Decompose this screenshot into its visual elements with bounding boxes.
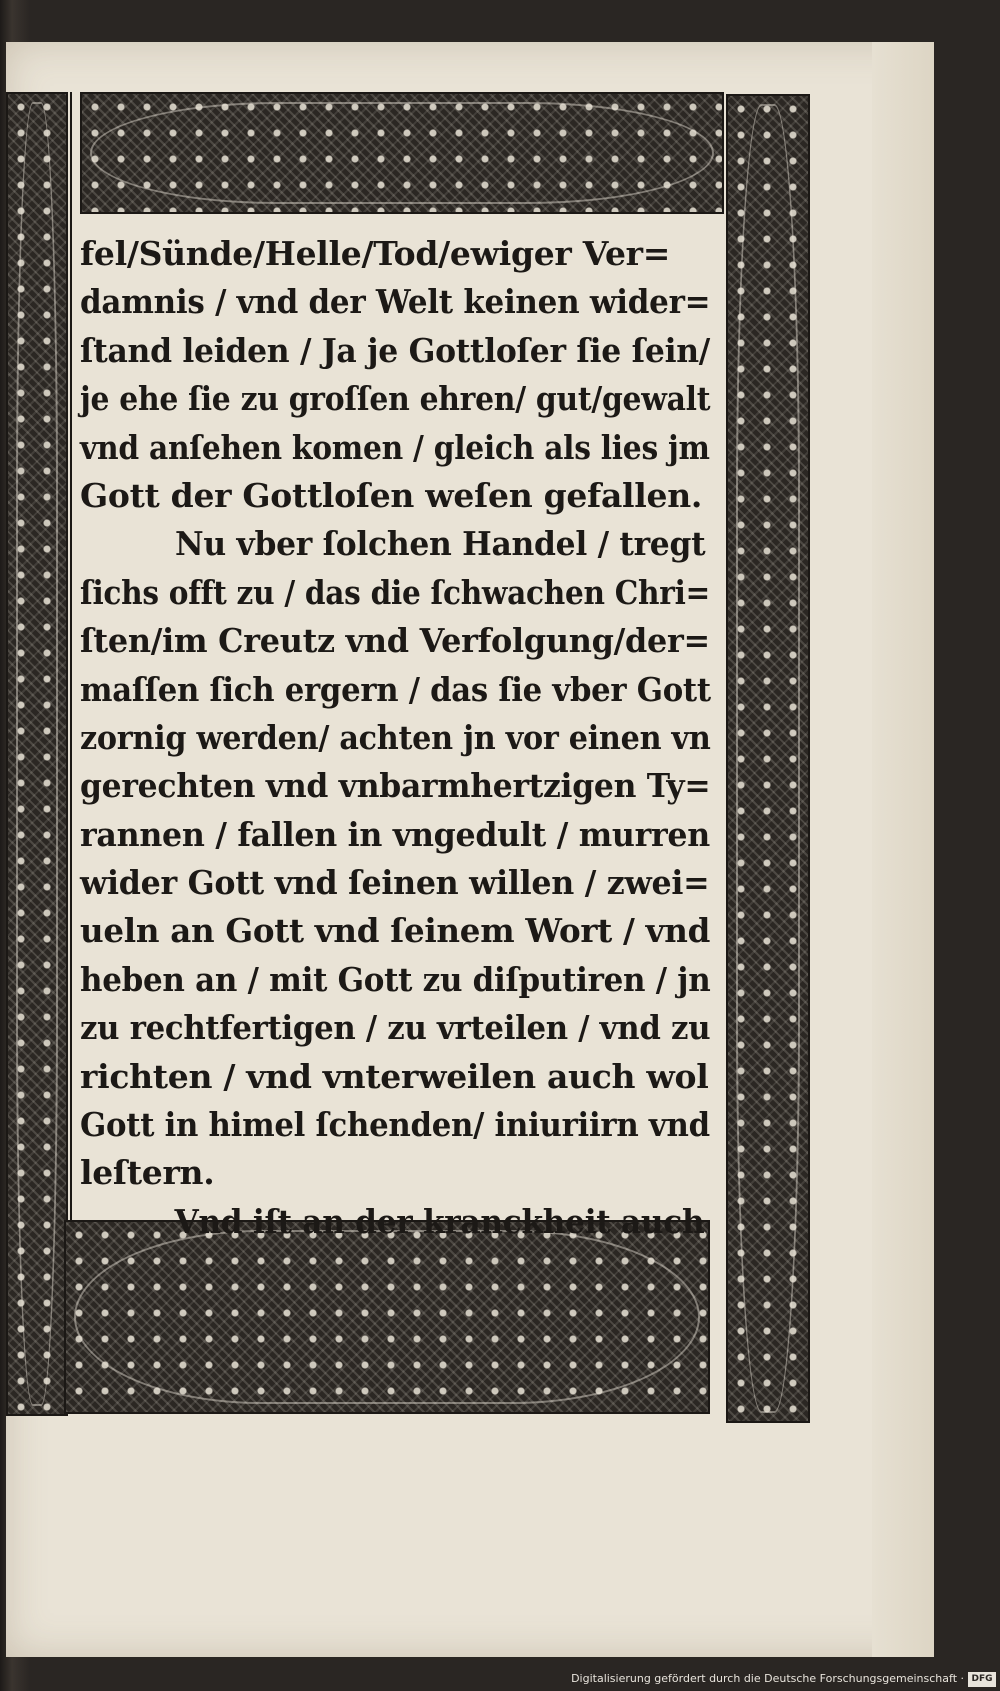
text-line: leſtern.	[80, 1153, 215, 1193]
frame-rule	[70, 92, 72, 1412]
text-line: rannen / fallen in vngedult / murren	[80, 814, 710, 854]
text-line: zornig werden/ achten jn vor einen vn	[80, 717, 711, 757]
text-line: heben an / mit Gott zu diſputiren / jn	[80, 959, 711, 999]
text-block	[80, 230, 710, 1246]
text-line: vnd anſehen komen / gleich als lies jm	[80, 427, 710, 467]
woodcut-border-top	[80, 92, 724, 214]
page-margin	[872, 42, 934, 1657]
text-line: richten / vnd vnterweilen auch wol	[80, 1056, 709, 1096]
book-page	[6, 42, 934, 1657]
woodcut-border-bottom	[64, 1220, 710, 1414]
text-line: damnis / vnd der Welt keinen wider=	[80, 282, 711, 322]
woodcut-border-left	[6, 92, 68, 1416]
text-line: wider Gott vnd ſeinen willen / zwei=	[80, 863, 710, 903]
text-line: gerechten vnd vnbarmhertzigen Ty=	[80, 766, 711, 806]
woodcut-border-right	[726, 94, 810, 1423]
text-line: ſten/im Creutz vnd Verfolgung/der=	[80, 621, 710, 661]
text-line: Gott der Gottloſen weſen gefallen.	[80, 475, 703, 515]
text-line: Vnd iſt an der kranckheit auch	[174, 1201, 705, 1241]
dfg-logo: DFG	[968, 1672, 996, 1687]
digitization-credit: Digitalisierung gefördert durch die Deutsche Forschungsgemeinschaft ·	[571, 1672, 964, 1685]
text-line: Nu vber ſolchen Handel / tregt	[175, 524, 706, 564]
text-line: je ehe ſie zu groſſen ehren/ gut/gewalt	[80, 379, 711, 419]
text-line: ſichs offt zu / das die ſchwachen Chri=	[80, 572, 711, 612]
text-line: Gott in himel ſchenden/ iniuriirn vnd	[80, 1105, 710, 1145]
text-line: zu rechtfertigen / zu vrteilen / vnd zu	[80, 1008, 711, 1048]
text-line: ſtand leiden / Ja je Gottloſer ſie ſein/	[80, 330, 710, 370]
text-line: ueln an Gott vnd ſeinem Wort / vnd	[80, 911, 711, 951]
text-line: fel/Sünde/Helle/Tod/ewiger Ver=	[80, 234, 671, 273]
text-line: maſſen ſich ergern / das ſie vber Gott	[80, 669, 711, 709]
